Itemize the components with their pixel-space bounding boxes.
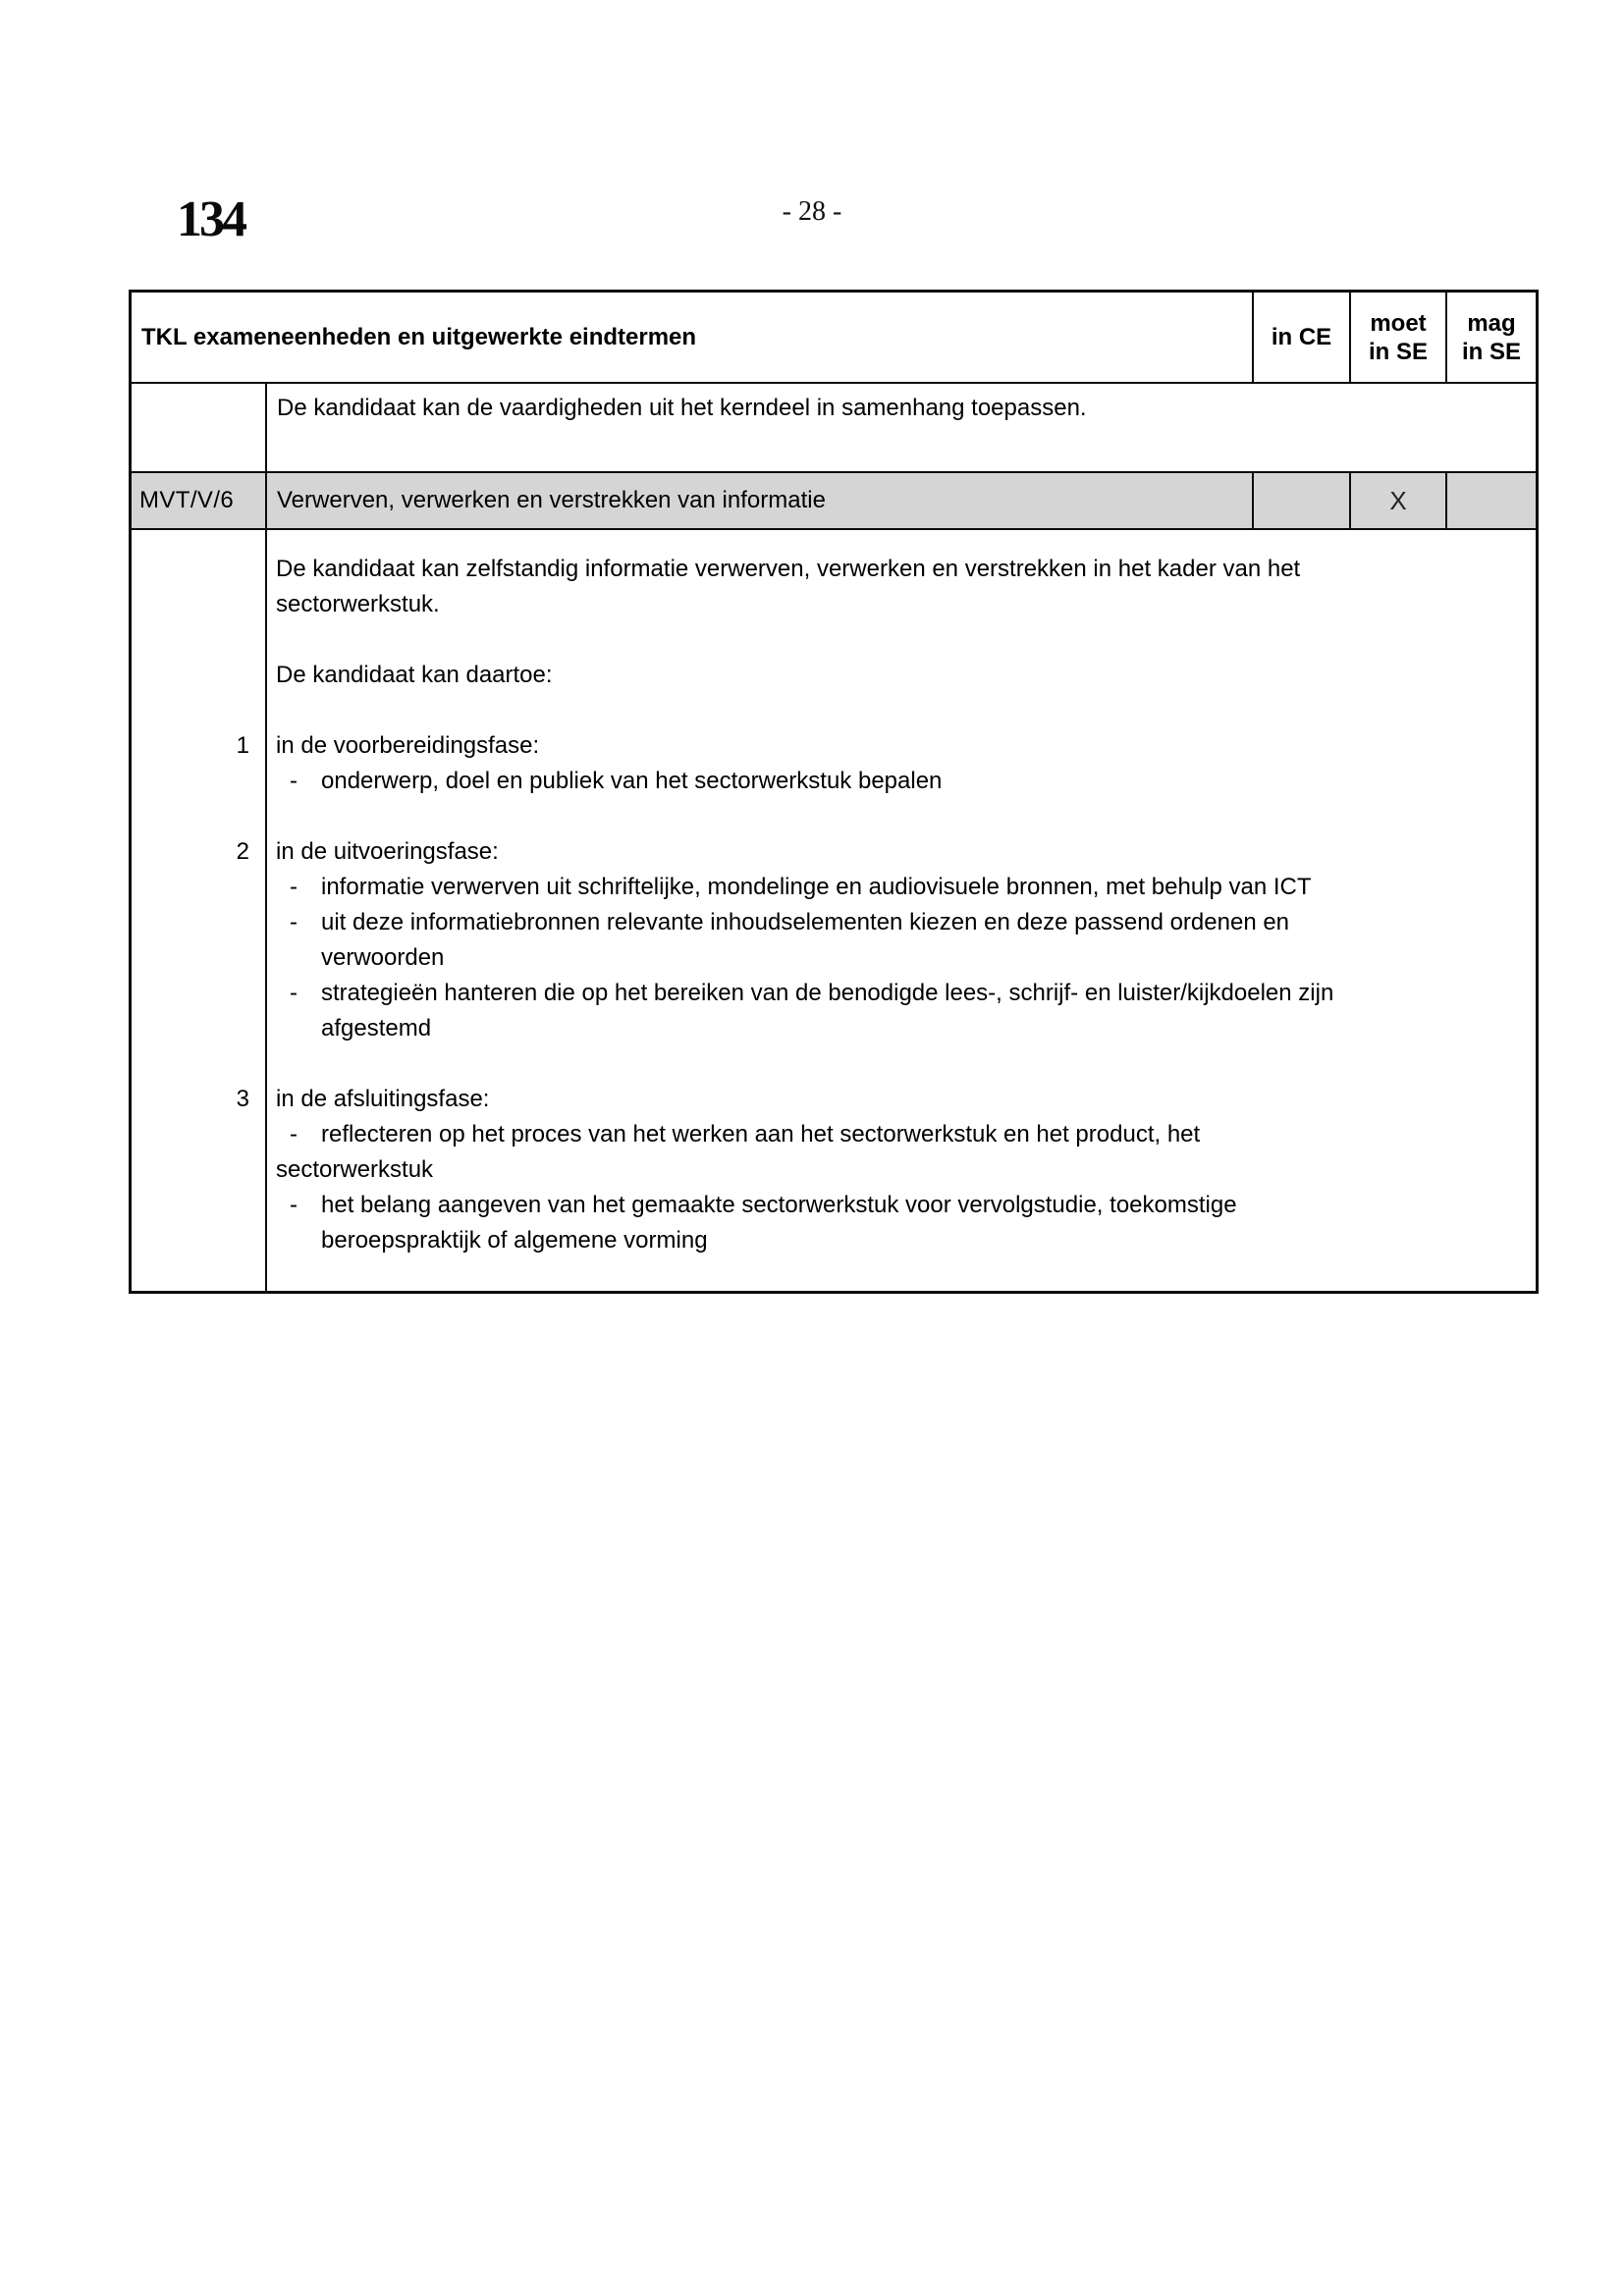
- body-line: [132, 1152, 1536, 1188]
- body-line: [132, 1188, 1536, 1223]
- body-line: [132, 940, 1536, 976]
- column-header-mag-line2: in SE: [1461, 338, 1521, 365]
- table-header-row: [132, 293, 1536, 384]
- bullet-dash: -: [290, 1192, 298, 1218]
- body-line-text: reflecteren op het proces van het werken aan het sectorwerkstuk en het product, het: [321, 1121, 1201, 1148]
- bullet-dash: -: [290, 980, 298, 1006]
- unit-row: [132, 473, 1536, 530]
- body-line-text: sectorwerkstuk: [276, 1156, 434, 1183]
- body-line-text: strategieën hanteren die op het bereiken van de benodigde lees-, schrijf- en luister/kijkdoelen zijn: [321, 980, 1334, 1006]
- body-line: [132, 1117, 1536, 1152]
- table-title: TKL exameneenheden en uitgewerkte eindtermen: [141, 323, 697, 350]
- item-number: 3: [236, 1086, 249, 1112]
- body-line: [132, 764, 1536, 799]
- bullet-dash: -: [290, 1121, 298, 1148]
- body-blank-line: [132, 799, 1536, 834]
- body-line-text: verwoorden: [321, 944, 445, 971]
- body-line-text: De kandidaat kan zelfstandig informatie verwerven, verwerken en verstrekken in het kader van het: [276, 556, 1301, 582]
- unit-title: Verwerven, verwerken en verstrekken van informatie: [277, 487, 826, 513]
- body-line: [132, 1011, 1536, 1046]
- body-line: [132, 728, 1536, 764]
- body-line-text: informatie verwerven uit schriftelijke, mondelinge en audiovisuele bronnen, met behulp van ICT: [321, 874, 1312, 900]
- body-line-text: afgestemd: [321, 1015, 432, 1041]
- body-line-text: in de uitvoeringsfase:: [276, 838, 499, 865]
- page-stamp: 134: [177, 191, 244, 247]
- unit-mag-in-se-cell: [1445, 473, 1536, 528]
- body-row: [132, 530, 1536, 1291]
- unit-in-ce-cell: [1252, 473, 1349, 528]
- body-line-text: onderwerp, doel en publiek van het sectorwerkstuk bepalen: [321, 768, 943, 794]
- body-line: [132, 1223, 1536, 1258]
- intro-row: [132, 384, 1536, 473]
- bullet-dash: -: [290, 909, 298, 935]
- item-number: 2: [236, 838, 249, 865]
- body-line: [132, 552, 1536, 587]
- column-header-mag-line1: mag: [1467, 309, 1516, 337]
- page-number: - 28 -: [782, 196, 842, 227]
- body-lines: [132, 530, 1536, 1258]
- column-header-moet-line1: moet: [1370, 309, 1427, 337]
- bullet-dash: -: [290, 768, 298, 794]
- unit-code: MVT/V/6: [132, 473, 267, 528]
- body-line: [132, 587, 1536, 622]
- body-line: [132, 870, 1536, 905]
- item-number: 1: [236, 732, 249, 759]
- body-line-text: beroepspraktijk of algemene vorming: [321, 1227, 708, 1254]
- body-line: [132, 905, 1536, 940]
- column-header-in-ce: [1252, 293, 1349, 382]
- body-line: [132, 1082, 1536, 1117]
- body-line-text: uit deze informatiebronnen relevante inhoudselementen kiezen en deze passend ordenen en: [321, 909, 1290, 935]
- body-blank-line: [132, 622, 1536, 658]
- body-line-text: het belang aangeven van het gemaakte sectorwerkstuk voor vervolgstudie, toekomstige: [321, 1192, 1237, 1218]
- body-line: [132, 976, 1536, 1011]
- body-line-text: De kandidaat kan daartoe:: [276, 662, 553, 688]
- body-line: [132, 658, 1536, 693]
- column-header-moet-in-se: [1349, 293, 1445, 382]
- eindtermen-table: [129, 290, 1539, 1294]
- intro-row-code-cell: [132, 384, 267, 471]
- intro-row-text: De kandidaat kan de vaardigheden uit het kerndeel in samenhang toepassen.: [277, 395, 1087, 421]
- body-line: [132, 834, 1536, 870]
- body-line-text: in de voorbereidingsfase:: [276, 732, 540, 759]
- bullet-dash: -: [290, 874, 298, 900]
- column-header-mag-in-se: [1445, 293, 1536, 382]
- body-line-text: in de afsluitingsfase:: [276, 1086, 490, 1112]
- unit-moet-in-se-cell: X: [1349, 473, 1445, 528]
- column-header-moet-line2: in SE: [1368, 338, 1428, 365]
- column-header-in-ce-label: in CE: [1271, 324, 1332, 350]
- body-blank-line: [132, 1046, 1536, 1082]
- body-line-text: sectorwerkstuk.: [276, 591, 440, 617]
- body-blank-line: [132, 693, 1536, 728]
